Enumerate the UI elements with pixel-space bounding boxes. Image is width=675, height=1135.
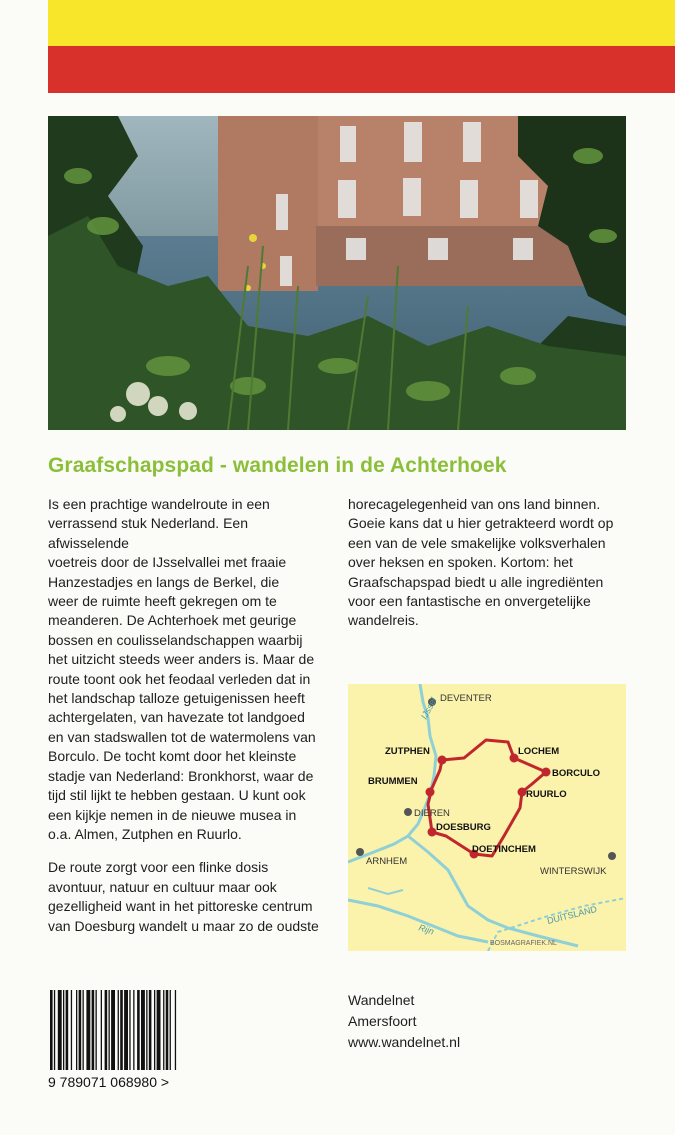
barcode-bar (109, 990, 110, 1070)
barcode-bar (157, 990, 161, 1070)
barcode-bar (133, 990, 134, 1070)
barcode-bar (50, 990, 53, 1070)
label-doesburg: DOESBURG (436, 822, 491, 833)
publisher-info (348, 990, 460, 1053)
barcode-bar (163, 990, 164, 1070)
label-winterswijk: WINTERSWIJK (540, 866, 607, 877)
label-ijssel: IJssel (418, 695, 439, 721)
barcode-bar (120, 990, 123, 1070)
barcode-bar (58, 990, 62, 1070)
publisher-url[interactable]: www.wandelnet.nl (348, 1034, 461, 1050)
barcode-bar (71, 990, 72, 1070)
barcode-bar (149, 990, 152, 1070)
label-ruurlo: RUURLO (526, 789, 567, 800)
barcode-bar (96, 990, 97, 1070)
label-rijn: Rijn (417, 922, 436, 937)
barcode-bar (111, 990, 115, 1070)
description-paragraph-2: De route zorgt voor een flinke dosis avontuur, natuur en cultuur maar ook gezelligheid want in het pittoreske centrum van Doesburg wandelt u maar zo de oudste (48, 859, 319, 934)
barcode-bar (124, 990, 128, 1070)
cover-photo-castle-reflection (48, 116, 626, 430)
barcode-bar (146, 990, 147, 1070)
barcode-bar (154, 990, 155, 1070)
barcode-bar (141, 990, 145, 1070)
town-dot-arnhem (356, 848, 364, 856)
label-zutphen: ZUTPHEN (385, 746, 430, 757)
town-dot-brummen (426, 788, 435, 797)
label-borculo: BORCULO (552, 768, 601, 779)
barcode-bar (92, 990, 95, 1070)
barcode-digits: 9 789071 068980 > (48, 1074, 170, 1090)
label-arnhem: ARNHEM (366, 856, 408, 867)
barcode-bar (129, 990, 130, 1070)
barcode-bar (170, 990, 171, 1070)
label-brummen: BRUMMEN (368, 776, 418, 787)
description-paragraph-3: horecagelegenheid van ons land binnen. Goeie kans dat u hier getrakteerd wordt op een van de vele smakelijke volksverhalen over heksen en spoken. Kortom: het Graafschapspad biedt u alle ingrediënten voor een fantastische en onvergetelijke wandelreis. (348, 496, 614, 629)
town-dot-borculo (542, 768, 551, 777)
route-map (348, 684, 626, 951)
barcode-bar (83, 990, 84, 1070)
top-red-stripe (48, 46, 675, 93)
town-dot-dieren (404, 808, 412, 816)
barcode-bar (86, 990, 90, 1070)
barcode-bar (166, 990, 169, 1070)
barcode-bar (137, 990, 140, 1070)
barcode-bar (101, 990, 102, 1070)
description-left-column (48, 495, 330, 950)
label-deventer: DEVENTER (440, 693, 492, 704)
barcode-bar (66, 990, 69, 1070)
town-dot-zutphen (438, 756, 447, 765)
label-dieren: DIEREN (414, 808, 450, 819)
isbn-barcode (48, 990, 222, 1090)
publisher-city: Amersfoort (348, 1013, 417, 1029)
book-title: Graafschapspad - wandelen in de Achterhoek (48, 454, 507, 477)
barcode-bar (54, 990, 55, 1070)
description-paragraph-1: Is een prachtige wandelroute in een verrassend stuk Nederland. Een afwisselende voetreis door de IJsselvallei met fraaie Hanzestadjes en langs de Berkel, die weer de ruimte heeft gekregen om te meanderen. De Achterhoek met geurige bossen en coulisselandschappen waarbij het uitzicht steeds weer anders is. Maar de route toont ook het feodaal verleden dat in het landschap talloze getuigenissen heeft achtergelaten, van havezate tot landgoed en van stadswallen tot de watermolens van Borculo. De tocht komt door het kleinste stadje van Nederland: Bronkhorst, waar de tijd stil lijkt te hebben gestaan. U kunt ook een kijkje nemen in de nieuwe musea in o.a. Almen, Zutphen en Ruurlo. (48, 496, 316, 842)
label-lochem: LOCHEM (518, 746, 560, 757)
town-dot-winterswijk (608, 852, 616, 860)
barcode-bar (76, 990, 77, 1070)
map-credit: BOSMAGRAFIEK.NL (490, 940, 557, 947)
barcode-bar (118, 990, 119, 1070)
barcode-bar (105, 990, 108, 1070)
barcode-bar (63, 990, 64, 1070)
top-yellow-stripe (48, 0, 675, 46)
label-duitsland: DUITSLAND (546, 903, 598, 926)
label-doetinchem: DOETINCHEM (472, 844, 536, 855)
barcode-bar (79, 990, 82, 1070)
description-right-column (348, 495, 628, 645)
barcode-bar (175, 990, 176, 1070)
publisher-name: Wandelnet (348, 992, 415, 1008)
